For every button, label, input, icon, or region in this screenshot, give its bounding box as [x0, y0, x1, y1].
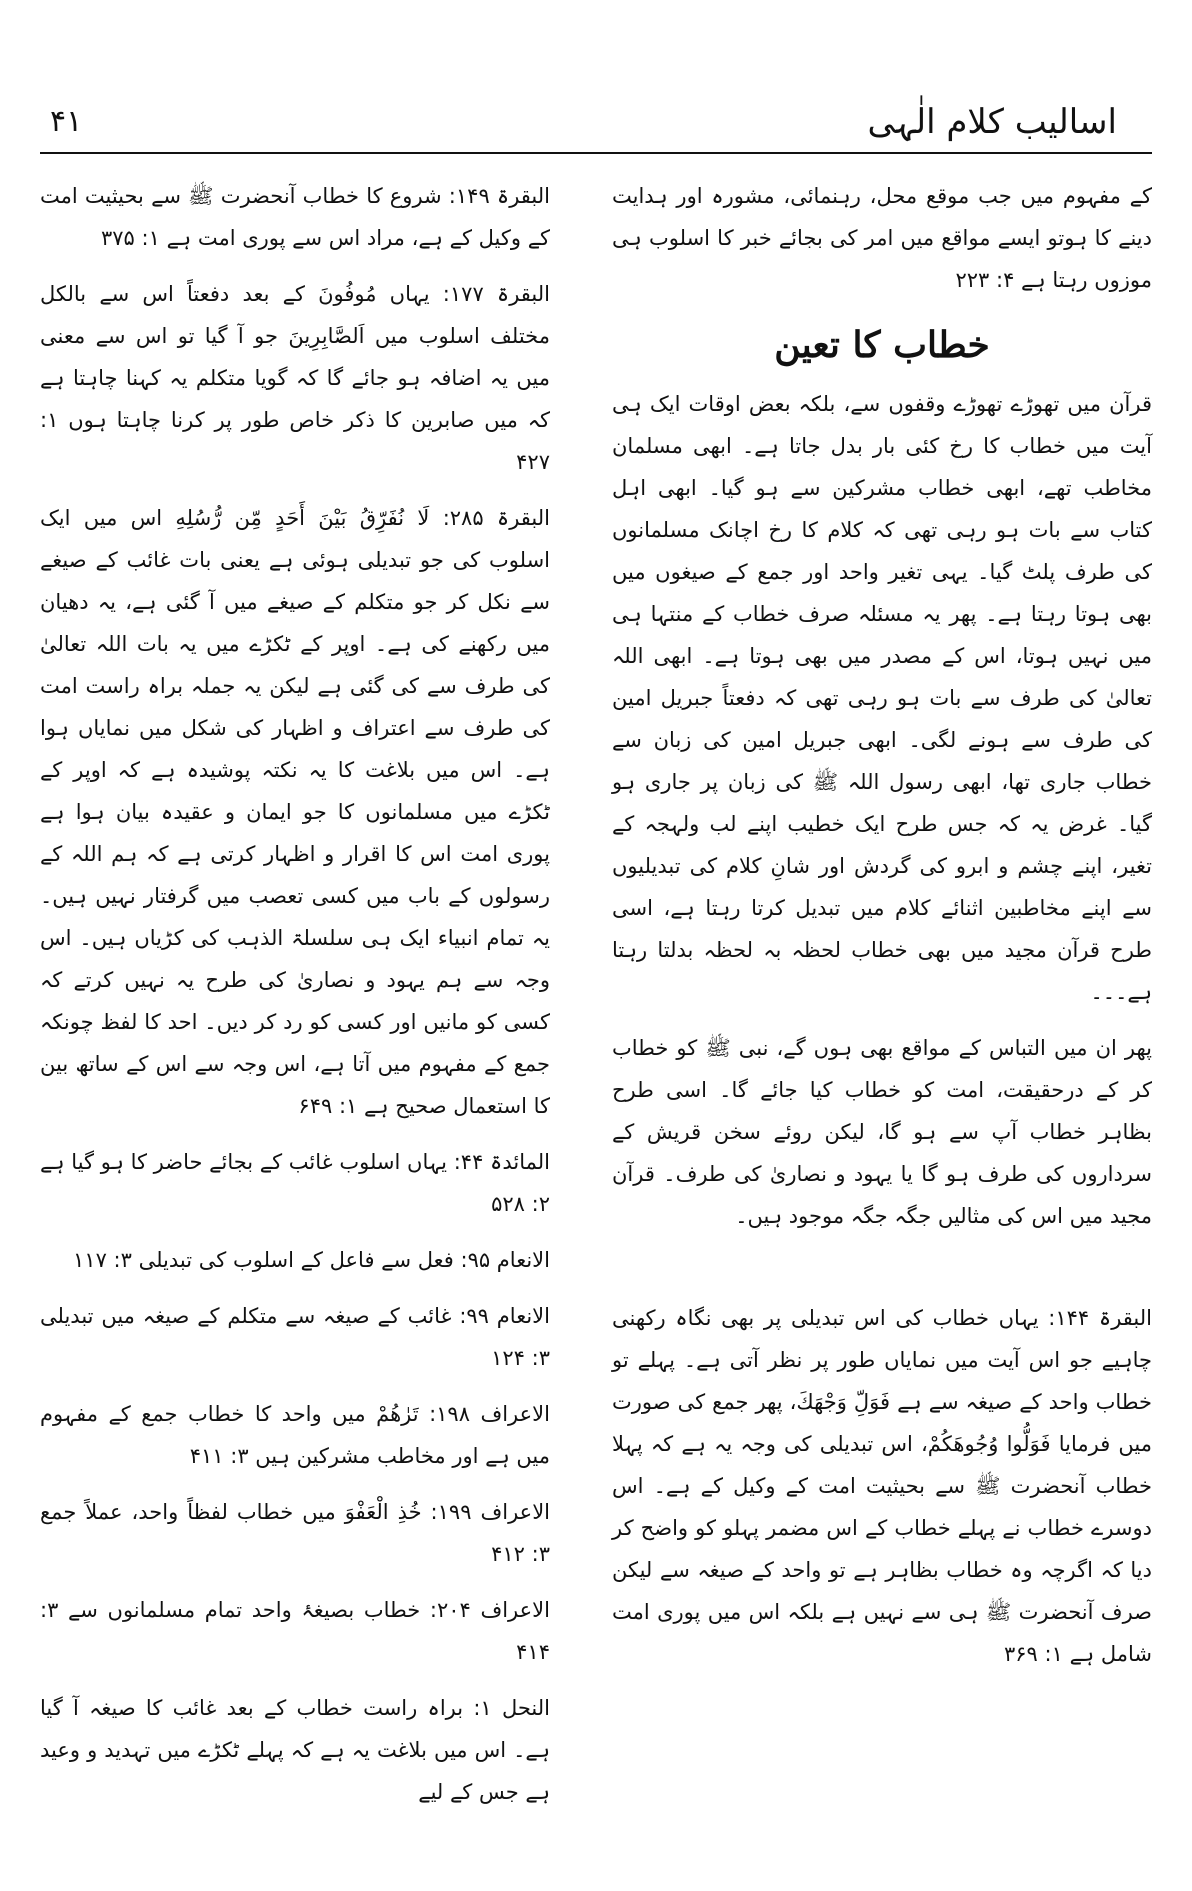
reference-entry: الاعراف ۱۹۸: تَرٰهُمْ میں واحد کا خطاب جمع کے مفہوم میں ہے اور مخاطب مشرکین ہیں ۳: ۴۱۱	[40, 1402, 550, 1468]
page-number: ۴۱	[50, 104, 83, 139]
left-column	[40, 175, 550, 1827]
reference-entry: الانعام ۹۹: غائب کے صیغہ سے متکلم کے صیغہ میں تبدیلی ۳: ۱۲۴	[40, 1304, 550, 1370]
reference-entry: البقرۃ ۲۸۵: لَا نُفَرِّقُ بَيْنَ أَحَدٍ مِّن رُّسُلِهِ اس میں ایک اسلوب کی جو تبدیلی ہوئی ہے یعنی بات غائب کے صیغے سے نکل کر جو متکلم کے صیغے میں آ گئی ہے، یہ دھیان میں رکھنے کی ہے۔ اوپر کے ٹکڑے میں یہ بات اللہ تعالیٰ کی طرف سے کی گئی ہے لیکن یہ جملہ براہ راست امت کی طرف سے اعتراف و اظہار کی شکل میں نمایاں ہوا ہے۔ اس میں بلاغت کا یہ نکتہ پوشیدہ ہے کہ اوپر کے ٹکڑے میں مسلمانوں کا جو ایمان و عقیدہ بیان ہوا ہے پوری امت اس کا اقرار و اظہار کرتی ہے کہ ہم اللہ کے رسولوں کے باب میں کسی تعصب میں گرفتار نہیں ہیں۔ یہ تمام انبیاء ایک ہی سلسلۃ الذہب کی کڑیاں ہیں۔ اس وجہ سے ہم یہود و نصاریٰ کی طرح یہ نہیں کرتے کہ کسی کو مانیں اور کسی کو رد کر دیں۔ احد کا لفظ چونکہ جمع کے مفہوم میں آتا ہے، اس وجہ سے اس کے ساتھ بین کا استعمال صحیح ہے ۱: ۶۴۹	[40, 506, 550, 1118]
right-column	[612, 175, 1152, 1689]
reference-entry: الانعام ۹۵: فعل سے فاعل کے اسلوب کی تبدیلی ۳: ۱۱۷	[73, 1248, 550, 1272]
reference-entry: البقرۃ ۱۴۹: شروع کا خطاب آنحضرت ﷺ سے بحیثیت امت کے وکیل کے ہے، مراد اس سے پوری امت ہے ۱: ۳۷۵	[40, 184, 550, 250]
running-header	[40, 100, 1152, 150]
reference-entry: النحل ۱: براہ راست خطاب کے بعد غائب کا صیغہ آ گیا ہے۔ اس میں بلاغت یہ ہے کہ پہلے ٹکڑے میں تہدید و وعید ہے جس کے لیے	[40, 1696, 550, 1804]
reference-entry: المائدۃ ۴۴: یہاں اسلوب غائب کے بجائے حاضر کا ہو گیا ہے ۲: ۵۲۸	[40, 1150, 550, 1216]
intro-paragraph: کے مفہوم میں جب موقع محل، رہنمائی، مشورہ اور ہدایت دینے کا ہوتو ایسے مواقع میں امر کی بجائے خبر کا اسلوب ہی موزوں رہتا ہے ۴: ۲۲۳	[612, 184, 1152, 292]
reference-entry: البقرۃ ۱۴۴: یہاں خطاب کی اس تبدیلی پر بھی نگاہ رکھنی چاہیے جو اس آیت میں نمایاں طور پر نظر آتی ہے۔ پہلے تو خطاب واحد کے صیغہ سے ہے فَوَلِّ وَجْهَكَ، پھر جمع کی صورت میں فرمایا فَوَلُّوا وُجُوهَكُمْ، اس تبدیلی کی وجہ یہ ہے کہ پہلا خطاب آنحضرت ﷺ سے بحیثیت امت کے وکیل کے ہے۔ اس دوسرے خطاب نے پہلے خطاب کے اس مضمر پہلو کو واضح کر دیا کہ اگرچہ وہ خطاب بظاہر ہے تو واحد کے صیغہ سے لیکن صرف آنحضرت ﷺ ہی سے نہیں ہے بلکہ اس میں پوری امت شامل ہے ۱: ۳۶۹	[612, 1306, 1152, 1666]
reference-entry: الاعراف ۲۰۴: خطاب بصیغۂ واحد تمام مسلمانوں سے ۳: ۴۱۴	[40, 1598, 550, 1664]
reference-entry: الاعراف ۱۹۹: خُذِ الْعَفْوَ میں خطاب لفظاً واحد، عملاً جمع ۳: ۴۱۲	[40, 1500, 550, 1566]
section-heading: خطاب کا تعین	[774, 324, 990, 366]
body-paragraph: پھر ان میں التباس کے مواقع بھی ہوں گے، نبی ﷺ کو خطاب کر کے درحقیقت، امت کو خطاب کیا جائے گا۔ اسی طرح بظاہر خطاب آپ سے ہو گا، لیکن روئے سخن قریش کے سرداروں کی طرف ہو گا یا یہود و نصاریٰ کی طرف۔ قرآن مجید میں اس کی مثالیں جگہ جگہ موجود ہیں۔	[612, 1036, 1152, 1228]
reference-entry: البقرۃ ۱۷۷: یہاں مُوفُونَ کے بعد دفعتاً اس سے بالکل مختلف اسلوب میں اَلصَّابِرِینَ جو آ گیا تو اس سے معنی میں یہ اضافہ ہو جائے گا کہ گویا متکلم یہ کہنا چاہتا ہے کہ میں صابرین کا ذکر خاص طور پر کرنا چاہتا ہوں ۱: ۴۲۷	[40, 282, 550, 474]
header-divider	[40, 152, 1152, 154]
body-paragraph: قرآن میں تھوڑے تھوڑے وقفوں سے، بلکہ بعض اوقات ایک ہی آیت میں خطاب کا رخ کئی بار بدل جاتا ہے۔ ابھی مسلمان مخاطب تھے، ابھی خطاب مشرکین سے ہو گیا۔ ابھی اہل کتاب سے بات ہو رہی تھی کہ کلام کا رخ اچانک مسلمانوں کی طرف پلٹ گیا۔ یہی تغیر واحد اور جمع کے صیغوں میں بھی ہوتا رہتا ہے۔ پھر یہ مسئلہ صرف خطاب کے منتہا ہی میں نہیں ہوتا، اس کے مصدر میں بھی ہوتا ہے۔ ابھی اللہ تعالیٰ کی طرف سے بات ہو رہی تھی کہ دفعتاً جبریل امین کی طرف سے ہونے لگی۔ ابھی جبریل امین کی زبان سے خطاب جاری تھا، ابھی رسول اللہ ﷺ کی زبان پر جاری ہو گیا۔ غرض یہ کہ جس طرح ایک خطیب اپنے لب ولہجہ کے تغیر، اپنے چشم و ابرو کی گردش اور شانِ کلام کی تبدیلیوں سے اپنے مخاطبین اثنائے کلام میں تبدیل کرتا رہتا ہے، اسی طرح قرآن مجید میں بھی خطاب لحظہ بہ لحظہ بدلتا رہتا ہے۔۔۔	[612, 392, 1152, 1004]
book-title: اسالیب کلام الٰہی	[867, 102, 1117, 142]
